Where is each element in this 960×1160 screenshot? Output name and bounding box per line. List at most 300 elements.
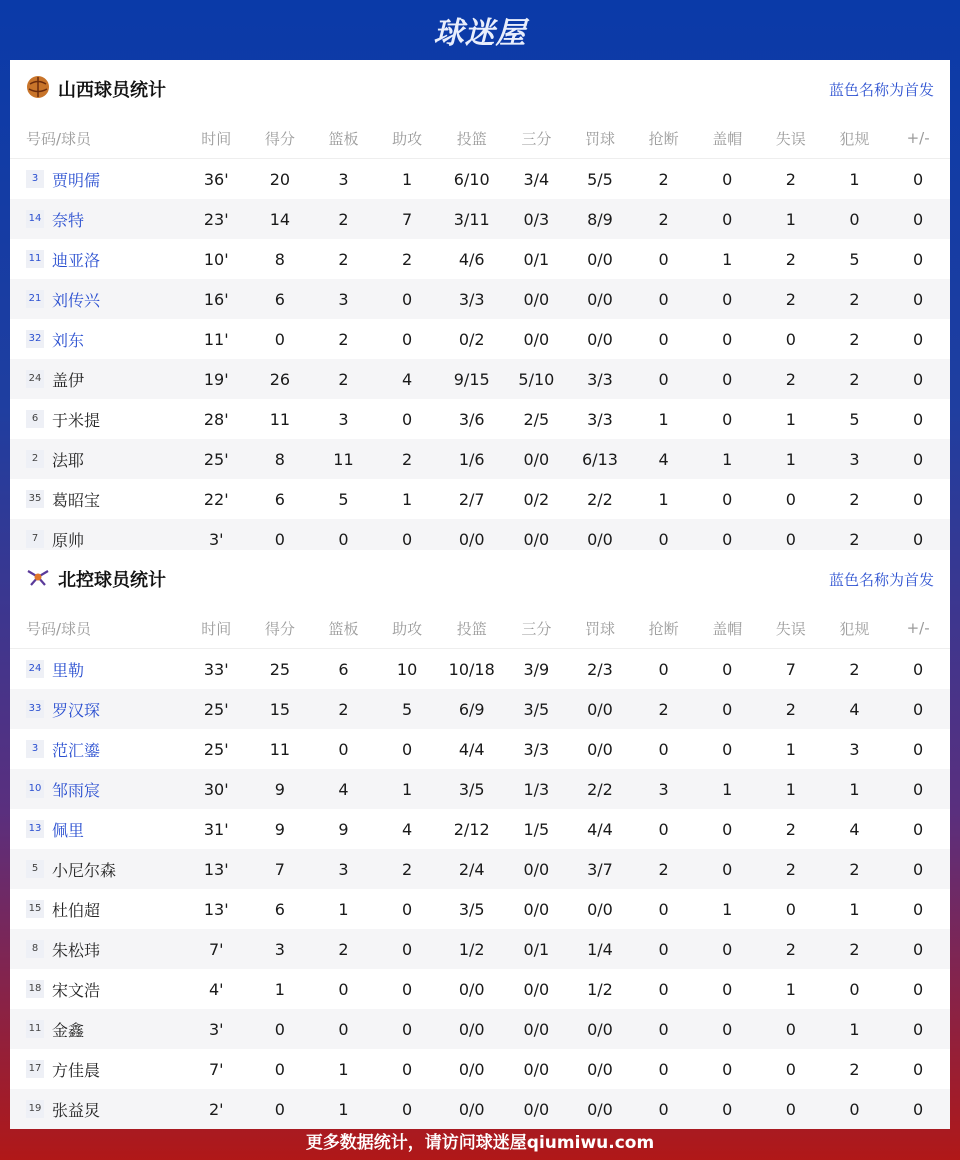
column-header: 犯规 <box>823 118 887 159</box>
stat-cell: 0/2 <box>523 489 550 509</box>
stat-cell: 13' <box>203 899 229 919</box>
stat-cell: 6/13 <box>568 439 632 479</box>
stat-cell: 6/10 <box>453 169 490 189</box>
stat-cell: 3/3 <box>523 739 550 759</box>
stat-cell: 1 <box>823 1009 887 1049</box>
table-row <box>10 1009 950 1049</box>
stat-cell: 0 <box>658 659 669 679</box>
stats-table <box>10 118 950 559</box>
stat-cell: 0/0 <box>505 849 569 889</box>
stat-cell: 2 <box>632 849 696 889</box>
stat-cell: 3/3 <box>439 279 505 319</box>
stat-cell: 1 <box>823 769 887 809</box>
player-name-link[interactable]: 盖伊 <box>52 370 85 390</box>
stat-cell: 0/0 <box>568 519 632 559</box>
stat-cell: 0 <box>886 929 950 969</box>
table-row <box>10 849 950 889</box>
stat-cell: 0 <box>913 489 924 509</box>
stat-cell: 0 <box>658 819 669 839</box>
stat-cell: 0 <box>785 899 796 919</box>
stat-cell: 0 <box>913 329 924 349</box>
stat-cell: 3 <box>849 739 860 759</box>
stat-cell: 3/9 <box>523 659 550 679</box>
stat-cell: 0 <box>401 409 413 429</box>
stat-cell: 3 <box>248 929 312 969</box>
stat-cell: 0 <box>759 1089 823 1129</box>
jersey-number: 2 <box>26 450 44 468</box>
stat-cell: 1 <box>658 409 669 429</box>
stat-cell: 0 <box>248 1009 312 1049</box>
player-cell <box>10 969 184 1009</box>
stat-cell: 1/3 <box>505 769 569 809</box>
stat-cell: 0 <box>823 1089 887 1129</box>
stat-cell: 1 <box>785 979 796 999</box>
section-header <box>10 550 950 608</box>
stat-cell: 5 <box>849 409 860 429</box>
stat-cell: 9 <box>338 819 349 839</box>
section-title-group <box>26 565 166 593</box>
stat-cell: 0 <box>722 1059 733 1079</box>
stat-cell: 11 <box>269 739 291 759</box>
player-cell <box>10 769 184 809</box>
table-row <box>10 479 950 519</box>
footer-banner[interactable]: 更多数据统计，请访问球迷屋qiumiwu.com <box>305 1132 655 1153</box>
stat-cell: 0/0 <box>439 1009 505 1049</box>
stat-cell: 23' <box>184 199 248 239</box>
stat-cell: 1 <box>785 409 796 429</box>
stat-cell: 0 <box>913 659 924 679</box>
stat-cell: 0/0 <box>587 739 613 759</box>
stat-cell: 4 <box>375 359 439 399</box>
player-name-link[interactable]: 于米提 <box>52 410 101 430</box>
column-header: 失误 <box>759 118 823 159</box>
stat-cell: 2 <box>785 169 796 189</box>
jersey-number: 24 <box>26 660 44 678</box>
stat-cell: 0 <box>886 849 950 889</box>
player-name-link[interactable]: 原帅 <box>52 530 85 550</box>
player-name-link[interactable]: 迪亚洛 <box>52 250 101 270</box>
stat-cell: 0 <box>785 489 796 509</box>
player-cell <box>10 809 184 849</box>
stat-cell: 0 <box>375 929 439 969</box>
column-header: +/- <box>886 118 950 159</box>
stat-cell: 2 <box>849 659 860 679</box>
player-name-link[interactable]: 刘东 <box>52 330 85 350</box>
player-cell <box>10 689 184 729</box>
column-header: 盖帽 <box>695 608 759 649</box>
stat-cell: 2 <box>401 249 413 269</box>
player-cell <box>10 439 184 479</box>
stat-cell: 2 <box>759 849 823 889</box>
stat-cell: 0 <box>886 769 950 809</box>
player-name-link[interactable]: 罗汉琛 <box>52 700 101 720</box>
stat-cell: 20 <box>269 169 291 189</box>
stat-cell: 5/5 <box>587 169 613 189</box>
jersey-number: 14 <box>26 210 44 228</box>
stat-cell: 0 <box>274 1059 285 1079</box>
jersey-number: 3 <box>26 740 44 758</box>
player-cell <box>10 1049 184 1089</box>
table-row <box>10 929 950 969</box>
stat-cell: 1 <box>274 979 285 999</box>
stat-cell: 2 <box>338 329 349 349</box>
team-stats-card-0 <box>10 60 950 550</box>
stat-cell: 3/5 <box>505 689 569 729</box>
table-row <box>10 159 950 200</box>
stat-cell: 0 <box>632 929 696 969</box>
stat-cell: 3/5 <box>439 769 505 809</box>
stat-cell: 0 <box>401 899 413 919</box>
jersey-number: 13 <box>26 820 44 838</box>
stat-cell: 2 <box>312 359 376 399</box>
stat-cell: 0 <box>722 739 733 759</box>
player-cell <box>10 889 184 929</box>
stat-cell: 5/10 <box>505 359 569 399</box>
player-name-link[interactable]: 佩里 <box>52 820 85 840</box>
stat-cell: 0 <box>375 1009 439 1049</box>
stat-cell: 0 <box>913 249 924 269</box>
stat-cell: 2/2 <box>568 769 632 809</box>
player-cell <box>10 359 184 399</box>
stat-cell: 2 <box>312 929 376 969</box>
stat-cell: 3/6 <box>458 409 485 429</box>
stat-cell: 0 <box>722 329 733 349</box>
stat-cell: 3 <box>338 169 349 189</box>
stat-cell: 1 <box>695 769 759 809</box>
player-name-link[interactable]: 张益炅 <box>52 1100 101 1120</box>
stat-cell: 2 <box>785 819 796 839</box>
stat-cell: 1 <box>695 439 759 479</box>
stat-cell: 4/6 <box>458 249 485 269</box>
player-name-link[interactable]: 小尼尔森 <box>52 860 117 880</box>
player-cell <box>10 729 184 769</box>
stat-cell: 9 <box>248 769 312 809</box>
player-name-link[interactable]: 里勒 <box>52 660 85 680</box>
stat-cell: 2 <box>785 249 796 269</box>
section-header <box>10 60 950 118</box>
jersey-number: 11 <box>26 1020 44 1038</box>
table-row <box>10 439 950 479</box>
player-name-link[interactable]: 贾明儒 <box>52 170 101 190</box>
stat-cell: 0 <box>913 739 924 759</box>
stat-cell: 0 <box>401 979 413 999</box>
stat-cell: 10/18 <box>448 659 495 679</box>
stat-cell: 7' <box>184 929 248 969</box>
column-header: 盖帽 <box>695 118 759 159</box>
stat-cell: 0 <box>886 359 950 399</box>
beikong-team-logo <box>26 565 58 593</box>
player-cell <box>10 159 184 200</box>
stat-cell: 0 <box>375 1089 439 1129</box>
stat-cell: 0 <box>401 739 413 759</box>
stat-cell: 0 <box>658 739 669 759</box>
stat-cell: 0/0 <box>505 439 569 479</box>
column-header: 时间 <box>184 608 248 649</box>
stat-cell: 3/11 <box>439 199 505 239</box>
stat-cell: 1 <box>338 1059 349 1079</box>
stat-cell: 2 <box>375 439 439 479</box>
stat-cell: 0 <box>658 1059 669 1079</box>
stat-cell: 3/3 <box>568 359 632 399</box>
stat-cell: 1 <box>785 739 796 759</box>
stat-cell: 1 <box>849 169 860 189</box>
stat-cell: 0/0 <box>505 1089 569 1129</box>
player-name-link[interactable]: 邹雨宸 <box>52 780 101 800</box>
jersey-number: 8 <box>26 940 44 958</box>
table-row <box>10 199 950 239</box>
player-name-link[interactable]: 金鑫 <box>52 1020 85 1040</box>
jersey-number: 17 <box>26 1060 44 1078</box>
stat-cell: 0 <box>886 199 950 239</box>
jersey-number: 15 <box>26 900 44 918</box>
stat-cell: 0 <box>695 929 759 969</box>
stat-cell: 1 <box>722 249 733 269</box>
stat-cell: 5 <box>338 489 349 509</box>
stat-cell: 10' <box>203 249 229 269</box>
stat-cell: 8/9 <box>568 199 632 239</box>
stat-cell: 1 <box>401 169 413 189</box>
stat-cell: 0 <box>913 169 924 189</box>
stat-cell: 2' <box>184 1089 248 1129</box>
column-header: 得分 <box>248 608 312 649</box>
player-name-link[interactable]: 法耶 <box>52 450 85 470</box>
stat-cell: 0 <box>658 329 669 349</box>
player-cell <box>10 239 184 279</box>
stat-cell: 0 <box>722 979 733 999</box>
stat-cell: 0/0 <box>458 979 485 999</box>
shanxi-team-logo <box>26 75 58 103</box>
stat-cell: 25 <box>269 659 291 679</box>
stat-cell: 0 <box>375 279 439 319</box>
stat-cell: 3 <box>338 409 349 429</box>
stat-cell: 0/0 <box>523 899 550 919</box>
stat-cell: 0 <box>913 1059 924 1079</box>
stat-cell: 2 <box>849 329 860 349</box>
stat-cell: 2 <box>312 689 376 729</box>
stat-cell: 0 <box>886 1089 950 1129</box>
stat-cell: 30' <box>184 769 248 809</box>
stat-cell: 1 <box>759 769 823 809</box>
stat-cell: 4' <box>208 979 224 999</box>
stat-cell: 1/6 <box>439 439 505 479</box>
stat-cell: 0 <box>913 819 924 839</box>
stat-cell: 2 <box>759 279 823 319</box>
stat-cell: 0/0 <box>523 329 550 349</box>
stat-cell: 0 <box>375 519 439 559</box>
table-row <box>10 809 950 849</box>
stats-table <box>10 608 950 1129</box>
stat-cell: 1 <box>375 769 439 809</box>
column-header: 投篮 <box>439 118 505 159</box>
player-cell <box>10 279 184 319</box>
stat-cell: 2/2 <box>587 489 613 509</box>
table-row <box>10 239 950 279</box>
stat-cell: 2 <box>823 279 887 319</box>
team-stats-card-1 <box>10 550 950 1120</box>
jersey-number: 19 <box>26 1100 44 1118</box>
jersey-number: 24 <box>26 370 44 388</box>
stat-cell: 2 <box>658 169 669 189</box>
stat-cell: 0 <box>312 1009 376 1049</box>
column-header: 罚球 <box>568 118 632 159</box>
stat-cell: 0/0 <box>568 279 632 319</box>
site-logo[interactable]: 球迷屋 <box>433 16 527 51</box>
starter-legend-note: 蓝色名称为首发 <box>828 570 934 589</box>
column-header: 助攻 <box>375 608 439 649</box>
stat-cell: 2 <box>759 689 823 729</box>
stat-cell: 3' <box>184 1009 248 1049</box>
stat-cell: 1/2 <box>587 979 613 999</box>
stat-cell: 0 <box>886 439 950 479</box>
stat-cell: 0/0 <box>505 279 569 319</box>
stat-cell: 2 <box>312 199 376 239</box>
stat-cell: 0 <box>401 329 413 349</box>
stat-cell: 1 <box>759 439 823 479</box>
column-header: 号码/球员 <box>10 608 184 649</box>
stat-cell: 8 <box>274 249 285 269</box>
stat-cell: 0 <box>913 979 924 999</box>
stat-cell: 1 <box>722 899 733 919</box>
stat-cell: 11 <box>312 439 376 479</box>
stat-cell: 26 <box>248 359 312 399</box>
stat-cell: 0/1 <box>505 929 569 969</box>
stat-cell: 2 <box>759 929 823 969</box>
stat-cell: 0 <box>658 249 669 269</box>
player-name-link[interactable]: 杜伯超 <box>52 900 101 920</box>
stat-cell: 0/0 <box>568 1089 632 1129</box>
stat-cell: 0 <box>722 819 733 839</box>
stat-cell: 2 <box>632 199 696 239</box>
stat-cell: 0 <box>695 519 759 559</box>
player-name-link[interactable]: 范汇鎏 <box>52 740 101 760</box>
stat-cell: 19' <box>184 359 248 399</box>
column-header: 犯规 <box>823 608 887 649</box>
stat-cell: 3/4 <box>523 169 550 189</box>
stat-cell: 1 <box>312 1089 376 1129</box>
jersey-number: 35 <box>26 490 44 508</box>
table-row <box>10 889 950 929</box>
stat-cell: 0/0 <box>523 1059 550 1079</box>
stat-cell: 0 <box>338 739 349 759</box>
stat-cell: 2 <box>849 489 860 509</box>
stat-cell: 2/3 <box>587 659 613 679</box>
player-cell <box>10 479 184 519</box>
section-title: 北控球员统计 <box>58 570 166 591</box>
section-title-group <box>26 75 166 103</box>
stat-cell: 0 <box>823 199 887 239</box>
stat-cell: 33' <box>203 659 229 679</box>
stat-cell: 0/0 <box>587 1059 613 1079</box>
column-header: 时间 <box>184 118 248 159</box>
stat-cell: 0 <box>695 279 759 319</box>
stat-cell: 0 <box>695 849 759 889</box>
player-name-link[interactable]: 刘传兴 <box>52 290 101 310</box>
stat-cell: 0 <box>913 899 924 919</box>
table-row <box>10 689 950 729</box>
stat-cell: 7 <box>375 199 439 239</box>
jersey-number: 5 <box>26 860 44 878</box>
player-cell <box>10 199 184 239</box>
column-header: 罚球 <box>568 608 632 649</box>
stat-cell: 3/7 <box>568 849 632 889</box>
stat-cell: 5 <box>375 689 439 729</box>
stat-cell: 0 <box>886 519 950 559</box>
stat-cell: 11' <box>203 329 229 349</box>
stat-cell: 4 <box>823 689 887 729</box>
player-name-link[interactable]: 葛昭宝 <box>52 490 101 510</box>
stat-cell: 7 <box>785 659 796 679</box>
stat-cell: 2 <box>632 689 696 729</box>
jersey-number: 6 <box>26 410 44 428</box>
stat-cell: 0 <box>849 979 860 999</box>
player-name-link[interactable]: 奈特 <box>52 210 85 230</box>
column-header: 得分 <box>248 118 312 159</box>
stat-cell: 0/0 <box>587 249 613 269</box>
stat-cell: 28' <box>203 409 229 429</box>
player-cell <box>10 929 184 969</box>
jersey-number: 7 <box>26 530 44 548</box>
table-row <box>10 279 950 319</box>
column-header: 投篮 <box>439 608 505 649</box>
section-title: 山西球员统计 <box>58 80 166 101</box>
stat-cell: 3/5 <box>458 899 485 919</box>
stat-cell: 13' <box>184 849 248 889</box>
stat-cell: 7' <box>208 1059 224 1079</box>
stat-cell: 1 <box>759 199 823 239</box>
column-header: +/- <box>886 608 950 649</box>
table-row <box>10 769 950 809</box>
stat-cell: 14 <box>248 199 312 239</box>
stat-cell: 0 <box>759 1009 823 1049</box>
stat-cell: 2 <box>823 849 887 889</box>
stat-cell: 6 <box>274 899 285 919</box>
stat-cell: 0 <box>401 1059 413 1079</box>
jersey-number: 21 <box>26 290 44 308</box>
stat-cell: 3 <box>632 769 696 809</box>
stat-cell: 0 <box>695 1009 759 1049</box>
stat-cell: 0 <box>722 489 733 509</box>
stat-cell: 0/0 <box>505 519 569 559</box>
player-cell <box>10 849 184 889</box>
stat-cell: 0 <box>722 169 733 189</box>
stat-cell: 0 <box>785 329 796 349</box>
stat-cell: 0 <box>759 519 823 559</box>
player-name-link[interactable]: 宋文浩 <box>52 980 101 1000</box>
column-header: 抢断 <box>632 118 696 159</box>
stat-cell: 2 <box>375 849 439 889</box>
column-header: 三分 <box>505 608 569 649</box>
stat-cell: 0/0 <box>568 689 632 729</box>
stat-cell: 0/0 <box>439 519 505 559</box>
stat-cell: 4 <box>312 769 376 809</box>
table-row <box>10 729 950 769</box>
player-name-link[interactable]: 朱松玮 <box>52 940 101 960</box>
column-header: 助攻 <box>375 118 439 159</box>
stat-cell: 22' <box>203 489 229 509</box>
stat-cell: 1 <box>658 489 669 509</box>
stat-cell: 6 <box>338 659 349 679</box>
stat-cell: 6/9 <box>439 689 505 729</box>
stat-cell: 0 <box>632 519 696 559</box>
column-header: 失误 <box>759 608 823 649</box>
player-name-link[interactable]: 方佳晨 <box>52 1060 101 1080</box>
stat-cell: 4/4 <box>587 819 613 839</box>
stat-cell: 3 <box>312 849 376 889</box>
stat-cell: 0 <box>886 1009 950 1049</box>
column-header: 三分 <box>505 118 569 159</box>
table-row <box>10 399 950 439</box>
table-header-row <box>10 608 950 649</box>
